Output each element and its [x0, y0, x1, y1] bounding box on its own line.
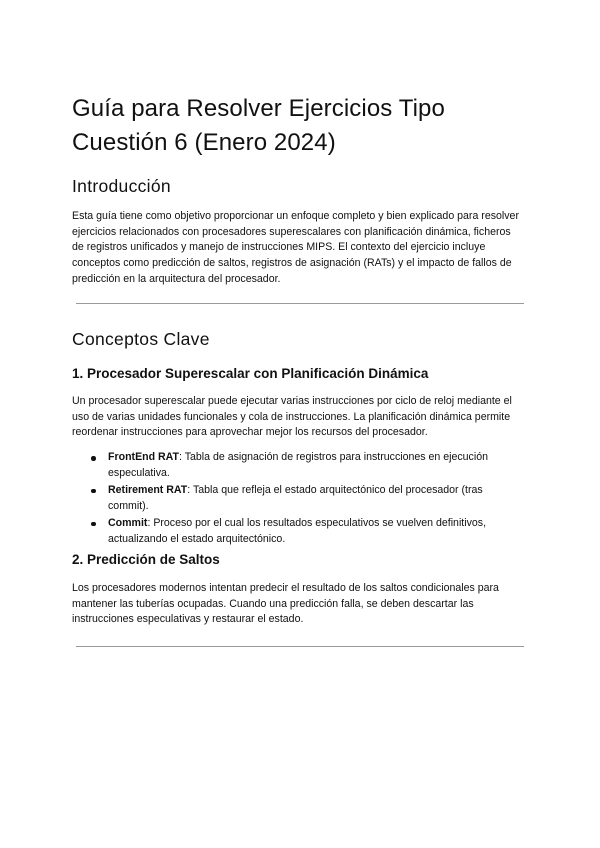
intro-heading: Introducción	[72, 176, 171, 196]
section1-paragraph: Un procesador superescalar puede ejecutar varias instrucciones por ciclo de reloj mediante el uso de varias unidades funcionales y cola de instrucciones. La planificación dinámica permite reordenar instrucciones para aprovechar mejor los recursos del procesador.	[72, 395, 512, 439]
term-description: : Tabla que refleja el estado arquitectónico del procesador (tras commit).	[108, 483, 483, 512]
term-label: Commit	[108, 516, 148, 529]
bullet-icon	[91, 522, 96, 527]
bullet-icon	[91, 456, 96, 461]
section1-heading: 1. Procesador Superescalar con Planificación Dinámica	[72, 366, 429, 381]
term-description: : Proceso por el cual los resultados especulativos se vuelven definitivos, actualizando el estado arquitectónico.	[108, 516, 487, 545]
term-label: Retirement RAT	[108, 483, 188, 496]
concepts-heading: Conceptos Clave	[72, 329, 210, 349]
key-terms-list	[72, 450, 528, 549]
section2-heading: 2. Predicción de Saltos	[72, 552, 220, 567]
section-divider	[76, 646, 524, 647]
intro-paragraph: Esta guía tiene como objetivo proporcionar un enfoque completo y bien explicado para resolver ejercicios relacionados con procesadores superescalares con planificación dinámica, ficheros de registros unificados y manejo de instrucciones MIPS. El contexto del ejercicio incluye conceptos como predicción de saltos, registros de asignación (RATs) y el impacto de fallos de predicción en la arquitectura del procesador.	[72, 210, 519, 285]
term-label: FrontEnd RAT	[108, 451, 180, 463]
document-title: Guía para Resolver Ejercicios Tipo Cuestión 6 (Enero 2024)	[72, 95, 445, 156]
list-item	[72, 483, 512, 514]
term-description: : Tabla de asignación de registros para instrucciones en ejecución especulativa.	[108, 451, 488, 479]
bullet-icon	[91, 489, 96, 494]
section-divider	[76, 303, 524, 304]
section2-paragraph: Los procesadores modernos intentan predecir el resultado de los saltos condicionales para mantener las tuberías ocupadas. Cuando una predicción falla, se deben descartar las instrucciones especulativas y restaurar el estado.	[72, 582, 499, 626]
list-item	[72, 450, 512, 481]
list-item	[72, 516, 512, 547]
